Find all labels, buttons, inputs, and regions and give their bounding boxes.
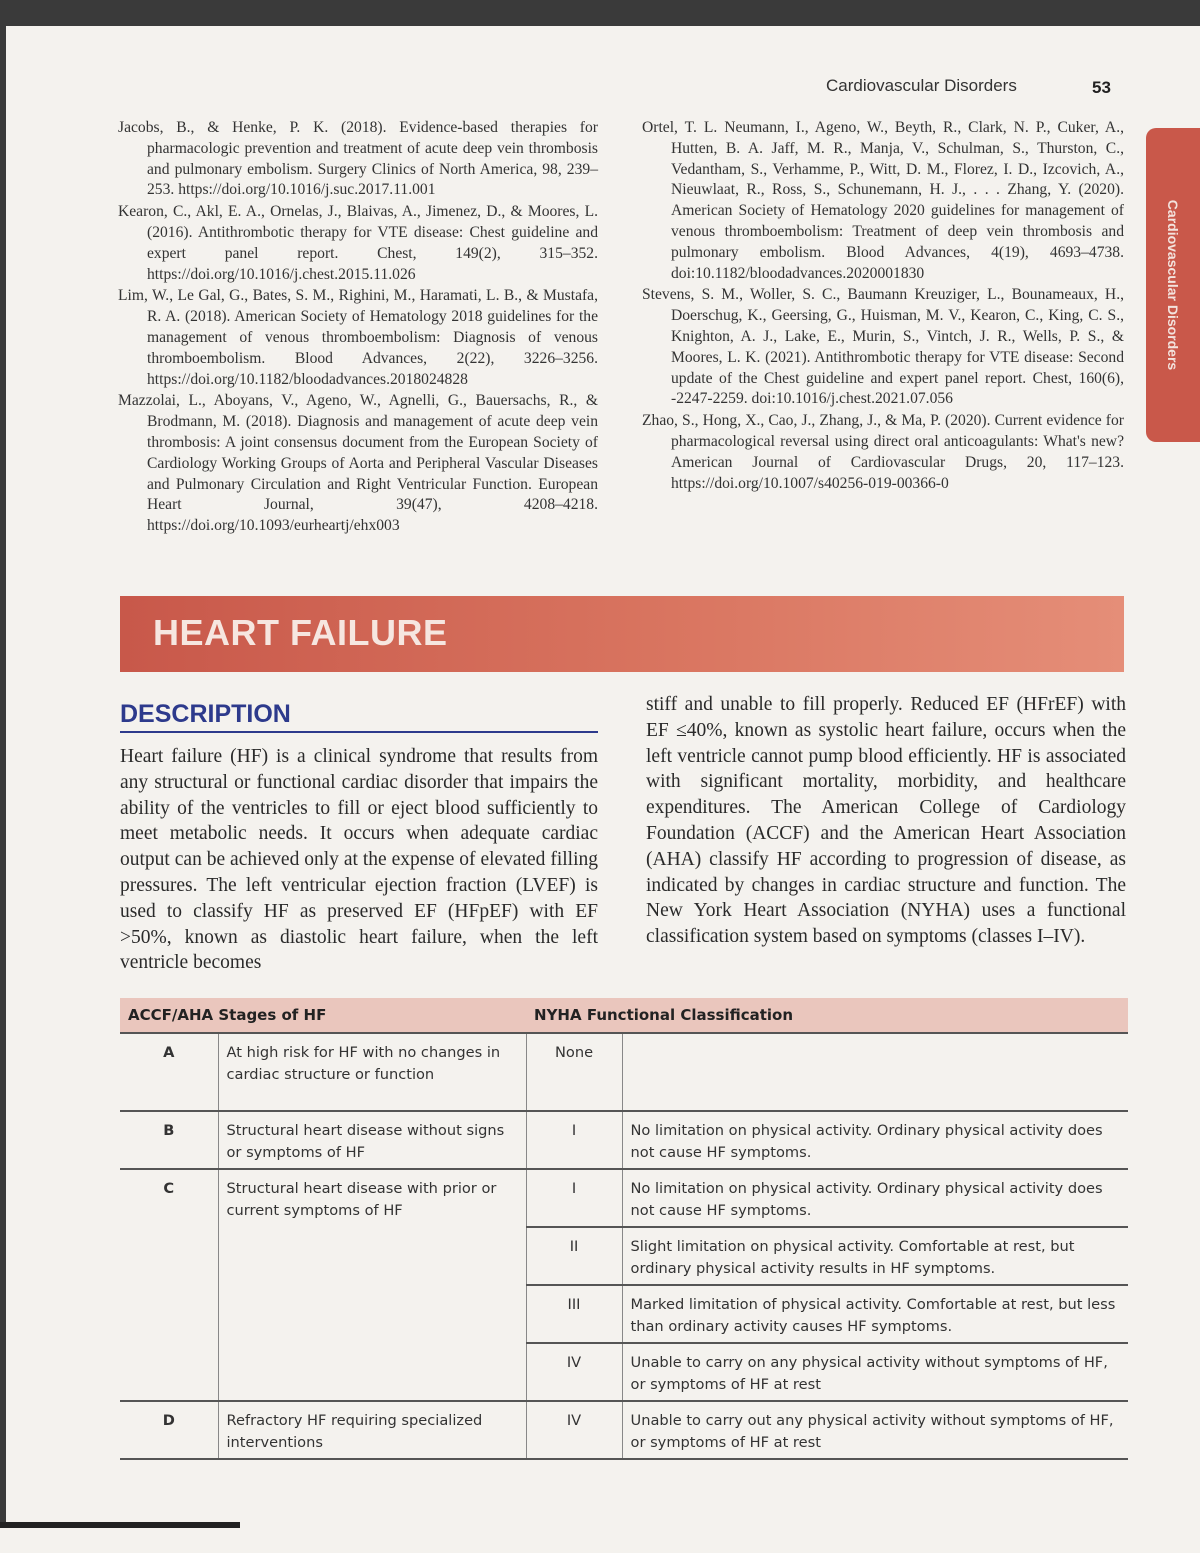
class-cell: I [526, 1111, 622, 1169]
reference-item: Stevens, S. M., Woller, S. C., Baumann Kreuziger, L., Bounameaux, H., Doerschug, K., Geersing, G., Huisman, M. V., Kearon, C., King, C. S., Knighton, A. J., Lake, E., Murin, S., Vintch, J. R., Wells, P. S., & Moores, L. K. (2021). Antithrombotic therapy for VTE disease: Second update of the Chest guideline and expert panel report. Chest, 160(6), -2247-2259. doi:10.1016/j.chest.2021.07.056 [642, 286, 1124, 408]
class-description-cell: No limitation on physical activity. Ordinary physical activity does not cause HF symptoms. [622, 1169, 1128, 1227]
hf-classification-table [120, 998, 1128, 1460]
class-cell: IV [526, 1401, 622, 1459]
reference-item: Mazzolai, L., Aboyans, V., Ageno, W., Agnelli, G., Bauersachs, R., & Brodmann, M. (2018). Diagnosis and management of acute deep vein thrombosis: A joint consensus document from the European Society of Cardiology Working Groups of Aorta and Peripheral Vascular Diseases and Pulmonary Circulation and Right Ventricular Function. European Heart Journal, 39(47), 4208–4218. https://doi.org/10.1093/eurheartj/ehx003 [118, 392, 598, 535]
class-description-cell: Marked limitation of physical activity. Comfortable at rest, but less than ordinary activity causes HF symptoms. [622, 1285, 1128, 1343]
table-row [120, 1033, 1128, 1111]
table-row [120, 1401, 1128, 1459]
stage-cell: D [120, 1401, 218, 1459]
stage-cell: A [120, 1033, 218, 1111]
reference-item: Zhao, S., Hong, X., Cao, J., Zhang, J., & Ma, P. (2020). Current evidence for pharmacological reversal using direct oral anticoagulants: What's new? American Journal of Cardiovascular Drugs, 20, 117–123. https://doi.org/10.1007/s40256-019-00366-0 [642, 412, 1124, 492]
description-paragraph-left: Heart failure (HF) is a clinical syndrome that results from any structural or functional cardiac disorder that impairs the ability of the ventricles to fill or eject blood sufficiently to meet metabolic needs. It occurs when adequate cardiac output can be achieved only at the expense of elevated filling pressures. The left ventricular ejection fraction (LVEF) is used to classify HF as preserved EF (HFpEF) with EF >50%, known as diastolic heart failure, when the left ventricle becomes [120, 746, 598, 974]
reference-item: Jacobs, B., & Henke, P. K. (2018). Evidence-based therapies for pharmacologic prevention and treatment of acute deep vein thrombosis and pulmonary embolism. Surgery Clinics of North America, 98, 239–253. https://doi.org/10.1016/j.suc.2017.11.001 [118, 119, 598, 199]
stage-cell: C [120, 1169, 218, 1401]
running-header: Cardiovascular Disorders [826, 76, 1017, 95]
table-header-stages: ACCF/AHA Stages of HF [120, 998, 526, 1033]
chapter-banner [120, 596, 1124, 672]
references-left-column [118, 118, 598, 538]
section-heading: DESCRIPTION [120, 700, 598, 733]
class-description-cell [622, 1033, 1128, 1111]
table-row [120, 1169, 1128, 1227]
description-paragraph-right: stiff and unable to fill properly. Reduced EF (HFrEF) with EF ≤40%, known as systolic heart failure, occurs when the left ventricle cannot pump blood efficiently. HF is associated with significant mortality, morbidity, and healthcare expenditures. The American College of Cardiology Foundation (ACCF) and the American Heart Association (AHA) classify HF according to progression of disease, as indicated by changes in cardiac structure and function. The New York Heart Association (NYHA) uses a functional classification system based on symptoms (classes I–IV). [646, 694, 1126, 948]
class-cell: None [526, 1033, 622, 1111]
stage-description-cell: Structural heart disease with prior or current symptoms of HF [218, 1169, 526, 1401]
class-description-cell: Slight limitation on physical activity. Comfortable at rest, but ordinary physical activity results in HF symptoms. [622, 1227, 1128, 1285]
references-right-column [642, 118, 1124, 495]
class-description-cell: Unable to carry on any physical activity without symptoms of HF, or symptoms of HF at rest [622, 1343, 1128, 1401]
class-cell: III [526, 1285, 622, 1343]
stage-description-cell: At high risk for HF with no changes in cardiac structure or function [218, 1033, 526, 1111]
class-description-cell: Unable to carry out any physical activity without symptoms of HF, or symptoms of HF at rest [622, 1401, 1128, 1459]
reference-item: Lim, W., Le Gal, G., Bates, S. M., Righini, M., Haramati, L. B., & Mustafa, R. A. (2018). American Society of Hematology 2018 guidelines for the management of venous thromboembolism: Diagnosis of venous thromboembolism. Blood Advances, 2(22), 3226–3256. https://doi.org/10.1182/bloodadvances.2018024828 [118, 287, 598, 388]
chapter-title: HEART FAILURE [153, 612, 448, 653]
reference-item: Kearon, C., Akl, E. A., Ornelas, J., Blaivas, A., Jimenez, D., & Moores, L. (2016). Antithrombotic therapy for VTE disease: Chest guideline and expert panel report. Chest, 149(2), 315–352. https://doi.org/10.1016/j.chest.2015.11.026 [118, 203, 598, 283]
stage-description-cell: Structural heart disease without signs or symptoms of HF [218, 1111, 526, 1169]
class-cell: IV [526, 1343, 622, 1401]
section-side-tab [1146, 128, 1200, 442]
reference-item: Ortel, T. L. Neumann, I., Ageno, W., Beyth, R., Clark, N. P., Cuker, A., Hutten, B. A. Jaff, M. R., Manja, V., Schulman, S., Thurston, C., Vedantham, S., Verhamme, P., Witt, D. M., Florez, I. D., Izcovich, A., Nieuwlaat, R., Ross, S., Schunemann, H. J., . . . Zhang, Y. (2020). American Society of Hematology 2020 guidelines for management of venous thromboembolism: Treatment of deep vein thrombosis and pulmonary embolism. Blood Advances, 4(19), 4693–4738. doi:10.1182/bloodadvances.2020001830 [642, 119, 1124, 282]
scan-edge [0, 1522, 1200, 1553]
table-header-nyha: NYHA Functional Classification [526, 998, 1128, 1033]
stage-description-cell: Refractory HF requiring specialized interventions [218, 1401, 526, 1459]
page-number: 53 [1092, 78, 1111, 97]
table-row [120, 1111, 1128, 1169]
table-header-row [120, 998, 1128, 1033]
class-cell: I [526, 1169, 622, 1227]
stage-cell: B [120, 1111, 218, 1169]
class-description-cell: No limitation on physical activity. Ordinary physical activity does not cause HF symptoms. [622, 1111, 1128, 1169]
side-tab-label: Cardiovascular Disorders [1165, 199, 1181, 371]
class-cell: II [526, 1227, 622, 1285]
